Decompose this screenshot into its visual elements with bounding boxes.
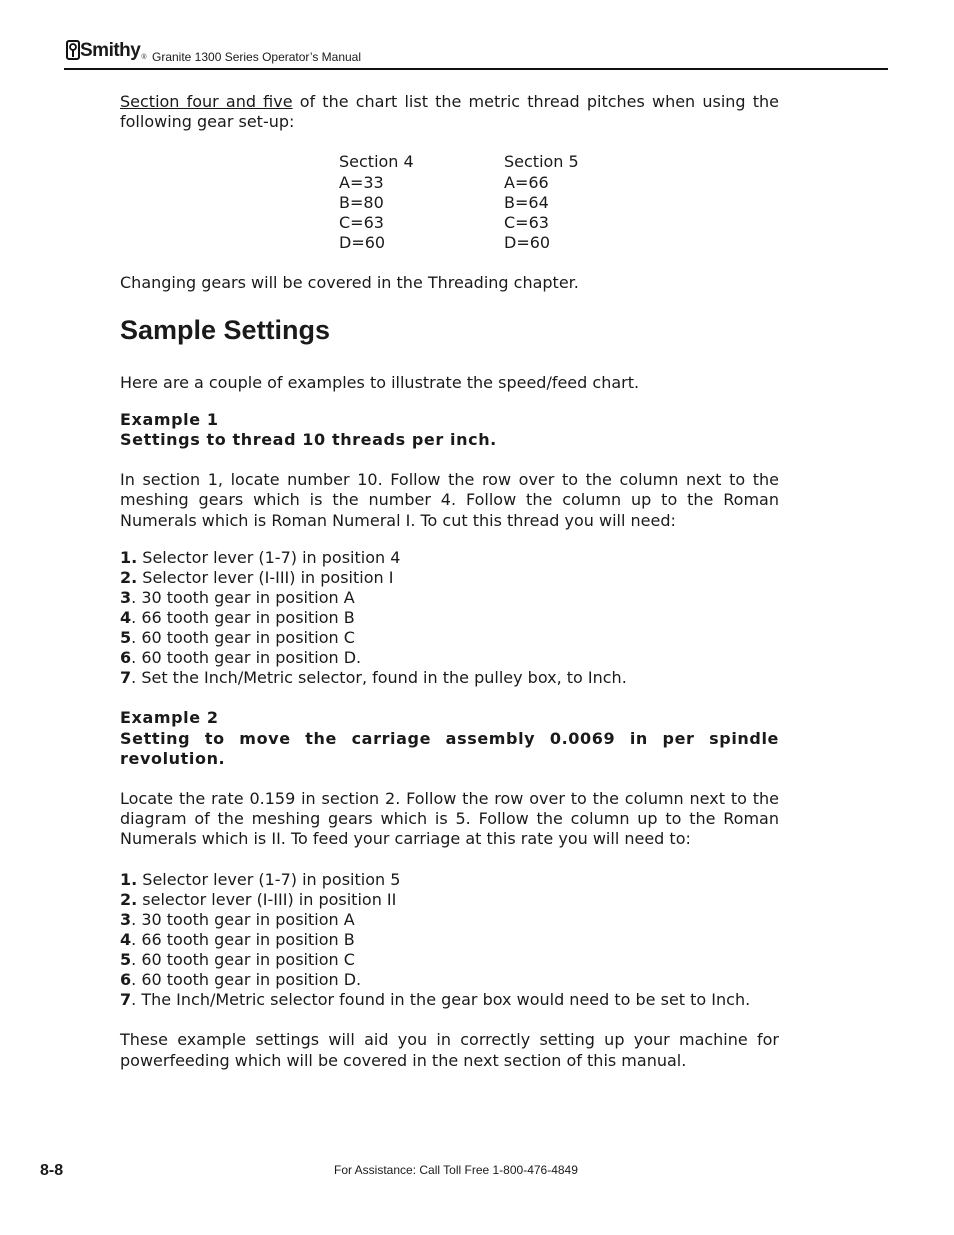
changing-gears-note: Changing gears will be covered in the Threading chapter.: [120, 273, 579, 293]
list-item: [120, 668, 779, 688]
step-number: 1.: [120, 547, 138, 567]
gear-setup-table: [339, 152, 779, 253]
list-item: [120, 970, 779, 990]
smithy-logo: [66, 40, 147, 62]
gear-column-heading: Section 4: [339, 152, 414, 172]
step-text: . 30 tooth gear in position A: [131, 587, 355, 607]
example-2-subtitle: Setting to move the carriage assembly 0.0069 in per spindle revolution.: [120, 728, 779, 768]
registered-mark: ®: [141, 54, 147, 61]
page-number: 8-8: [40, 1162, 64, 1179]
list-item: [120, 990, 779, 1010]
step-number: 1.: [120, 869, 138, 889]
example-2-label: Example 2: [120, 708, 219, 728]
gear-value: C=63: [339, 212, 384, 232]
gear-value: D=60: [339, 233, 386, 253]
example-1-paragraph: In section 1, locate number 10. Follow the row over to the column next to the meshing gears which is the number 4. Follow the column up to the Roman Numerals which is Roman Numeral I. To cut this thread you will need:: [120, 470, 779, 530]
step-number: 2.: [120, 889, 138, 909]
list-item: [120, 628, 779, 648]
step-number: 3: [120, 587, 132, 607]
step-number: 5: [120, 628, 132, 648]
list-item: [120, 548, 779, 568]
step-text: . 66 tooth gear in position B: [131, 929, 355, 949]
step-text: Selector lever (1-7) in position 4: [137, 547, 401, 567]
step-text: Selector lever (I-III) in position I: [137, 567, 394, 587]
step-number: 3: [120, 909, 132, 929]
gear-value: D=60: [504, 233, 551, 253]
page-header: [64, 38, 888, 70]
step-number: 4: [120, 929, 132, 949]
list-item: [120, 648, 779, 668]
gear-value: A=66: [504, 172, 549, 192]
section-title: Sample Settings: [120, 314, 331, 345]
section-link: Section four and five: [120, 92, 293, 111]
step-number: 6: [120, 970, 132, 990]
step-text: . 60 tooth gear in position C: [131, 950, 355, 970]
gear-column-section-4: [339, 152, 504, 253]
list-item: [120, 890, 779, 910]
example-1-subtitle: Settings to thread 10 threads per inch.: [120, 429, 497, 449]
gear-column-section-5: [504, 152, 669, 253]
example-1-label: Example 1: [120, 409, 219, 429]
step-number: 4: [120, 608, 132, 628]
list-item: [120, 588, 779, 608]
step-number: 7: [120, 668, 132, 688]
list-item: [120, 608, 779, 628]
section-intro: Here are a couple of examples to illustrate the speed/feed chart.: [120, 372, 640, 392]
step-number: 6: [120, 648, 132, 668]
step-text: Selector lever (1-7) in position 5: [137, 869, 401, 889]
list-item: [120, 568, 779, 588]
gear-value: C=63: [504, 212, 549, 232]
gear-value: B=64: [504, 192, 549, 212]
gear-column-heading: Section 5: [504, 152, 579, 172]
assistance-line: For Assistance: Call Toll Free 1-800-476-4849: [334, 1163, 578, 1177]
step-number: 7: [120, 990, 132, 1010]
step-text: . 66 tooth gear in position B: [131, 608, 355, 628]
list-item: [120, 910, 779, 930]
list-item: [120, 950, 779, 970]
brand-name: Smithy: [80, 40, 141, 61]
page-content: [120, 92, 779, 1071]
list-item: [120, 870, 779, 890]
gear-value: A=33: [339, 172, 384, 192]
list-item: [120, 930, 779, 950]
step-text: . Set the Inch/Metric selector, found in the pulley box, to Inch.: [131, 668, 627, 688]
example-1-steps: [120, 548, 779, 689]
step-text: . The Inch/Metric selector found in the gear box would need to be set to Inch.: [131, 990, 751, 1010]
smithy-logo-icon: [66, 40, 80, 60]
intro-text: of the chart list the metric thread pitches when using the following gear set-up:: [120, 92, 779, 132]
step-text: . 60 tooth gear in position D.: [131, 648, 362, 668]
intro-paragraph: [120, 92, 779, 132]
manual-title: Granite 1300 Series Operator’s Manual: [152, 50, 362, 64]
step-text: . 30 tooth gear in position A: [131, 909, 355, 929]
step-text: selector lever (I-III) in position II: [137, 889, 397, 909]
step-number: 2.: [120, 567, 138, 587]
example-2-steps: [120, 870, 779, 1011]
closing-paragraph: These example settings will aid you in correctly setting up your machine for powerfeeding which will be covered in the next section of this manual.: [120, 1030, 779, 1070]
example-2-paragraph: Locate the rate 0.159 in section 2. Follow the row over to the column next to the diagram of the meshing gears which is 5. Follow the column up to the Roman Numerals which is II. To feed your carriage at this rate you will need to:: [120, 789, 779, 849]
step-text: . 60 tooth gear in position D.: [131, 970, 362, 990]
step-number: 5: [120, 950, 132, 970]
step-text: . 60 tooth gear in position C: [131, 628, 355, 648]
gear-value: B=80: [339, 192, 384, 212]
